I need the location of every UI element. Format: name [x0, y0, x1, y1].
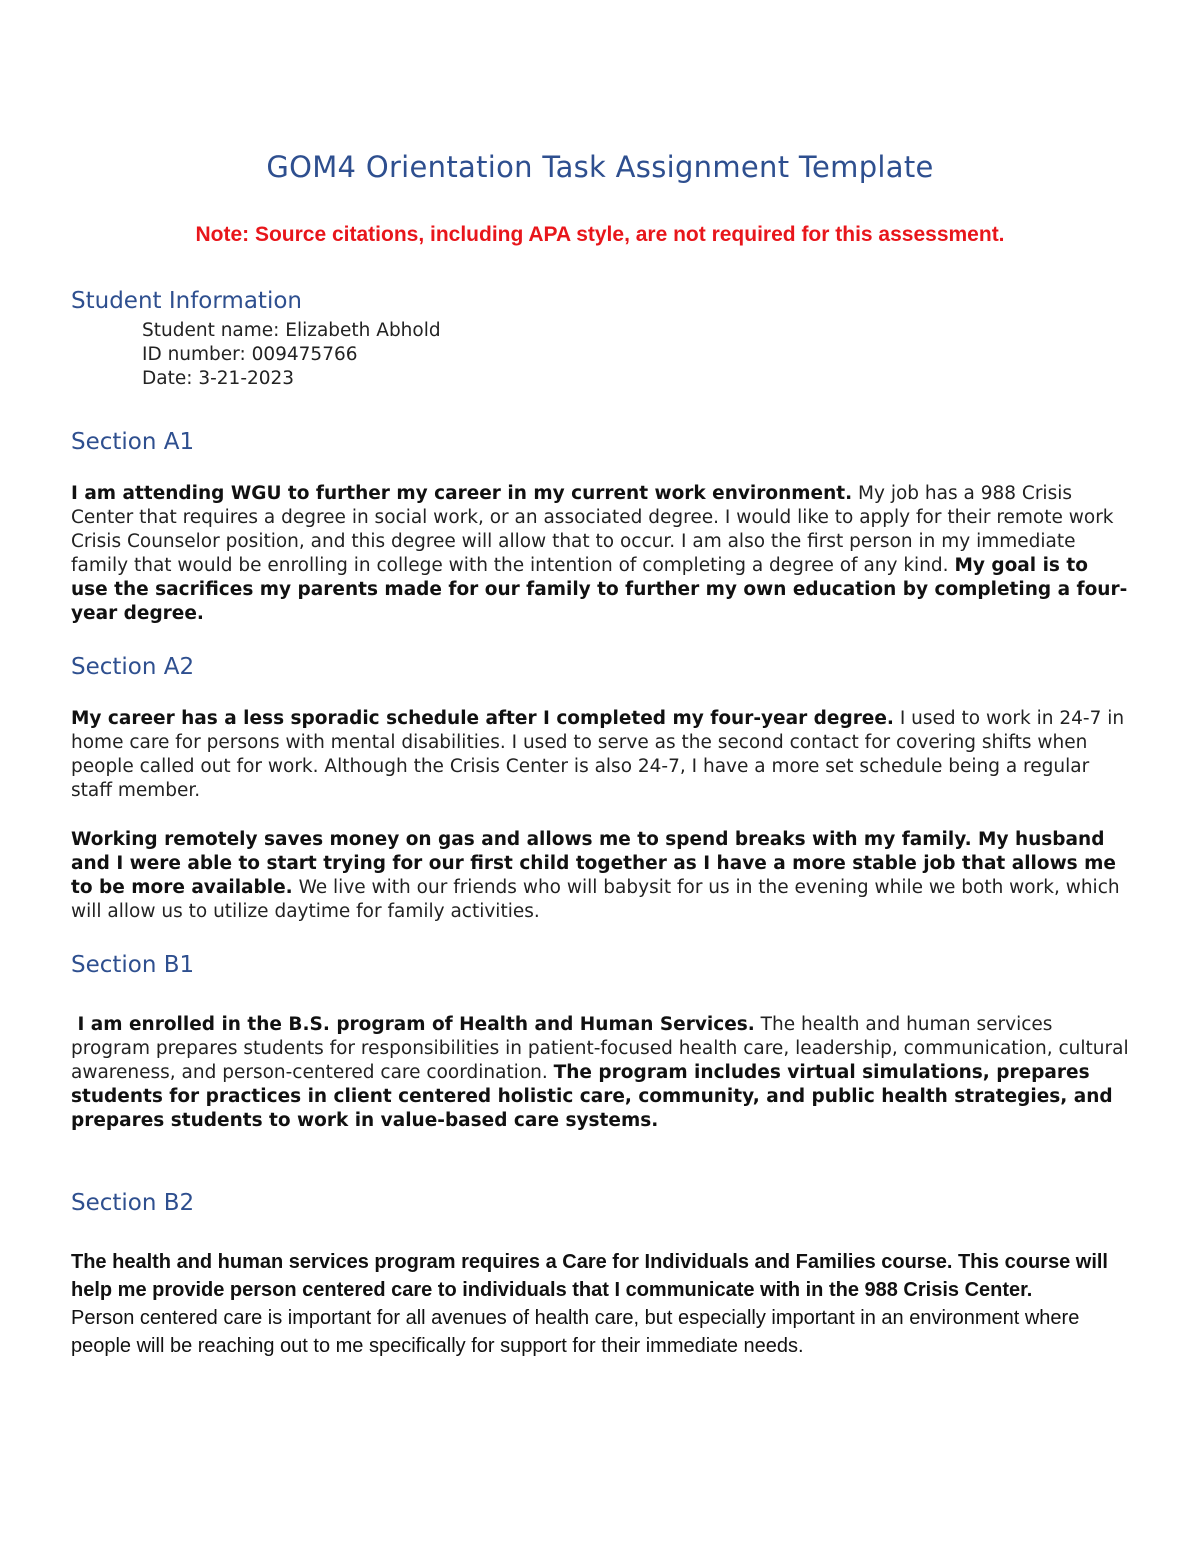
student-name-line: Student name: Elizabeth Abhold: [142, 320, 441, 341]
section-a1-heading: Section A1: [71, 429, 195, 455]
section-a1-bold-1: I am attending WGU to further my career in my current work environment.: [71, 483, 853, 504]
section-b2-bold-1: The health and human services program requires a Care for Individuals and Families course. This course will help me provide person centered care to individuals that I communicate with in the 988 Crisis Center.: [71, 1251, 1108, 1301]
section-a2-paragraph-1: [71, 707, 1131, 803]
section-b1-heading: Section B1: [71, 952, 195, 978]
section-a2-paragraph-2: [71, 828, 1131, 924]
section-b1-bold-2: The program includes virtual simulations, prepares students for practices in client centered holistic care, community, and public health strategies, and prepares students to work in value-based care systems.: [71, 1062, 1113, 1131]
section-b1-text-1: The health and human services program prepares students for responsibilities in patient-focused health care, leadership, communication, cultural awareness, and person-centered care coordination.: [71, 1014, 1129, 1083]
citation-note: Note: Source citations, including APA style, are not required for this assessment.: [195, 223, 1005, 246]
section-a2-text-2: We live with our friends who will babysit for us in the evening while we both work, which will allow us to utilize daytime for family activities.: [71, 877, 1120, 922]
student-info-heading: Student Information: [71, 288, 302, 314]
section-a2-bold-2: Working remotely saves money on gas and allows me to spend breaks with my family. My husband and I were able to start trying for our first child together as I have a more stable job that allows me to be more available.: [71, 829, 1116, 898]
section-b1-paragraph: [71, 1013, 1131, 1133]
section-a2-text-1: I used to work in 24-7 in home care for persons with mental disabilities. I used to serve as the second contact for covering shifts when people called out for work. Although the Crisis Center is also 24-7, I have a more set schedule being a regular staff member.: [71, 708, 1125, 801]
section-b2-paragraph: [71, 1248, 1131, 1360]
student-date-line: Date: 3-21-2023: [142, 368, 295, 389]
section-a2-bold-1: My career has a less sporadic schedule after I completed my four-year degree.: [71, 708, 894, 729]
section-a2-heading: Section A2: [71, 654, 195, 680]
section-b1-bold-1: I am enrolled in the B.S. program of Health and Human Services.: [71, 1014, 755, 1035]
student-id-line: ID number: 009475766: [142, 344, 358, 365]
section-b2-text-1: Person centered care is important for all avenues of health care, but especially important in an environment where people will be reaching out to me specifically for support for their immediate needs.: [71, 1307, 1080, 1357]
section-a1-text-1: My job has a 988 Crisis Center that requires a degree in social work, or an associated degree. I would like to apply for their remote work Crisis Counselor position, and this degree will allow that to occur. I am also the first person in my immediate family that would be enrolling in college with the intention of completing a degree of any kind.: [71, 483, 1114, 576]
section-a1-paragraph: [71, 482, 1131, 626]
section-a1-bold-2: My goal is to use the sacrifices my parents made for our family to further my own education by completing a four-year degree.: [71, 555, 1128, 624]
document-title: GOM4 Orientation Task Assignment Template: [266, 150, 934, 184]
section-b2-heading: Section B2: [71, 1190, 195, 1216]
